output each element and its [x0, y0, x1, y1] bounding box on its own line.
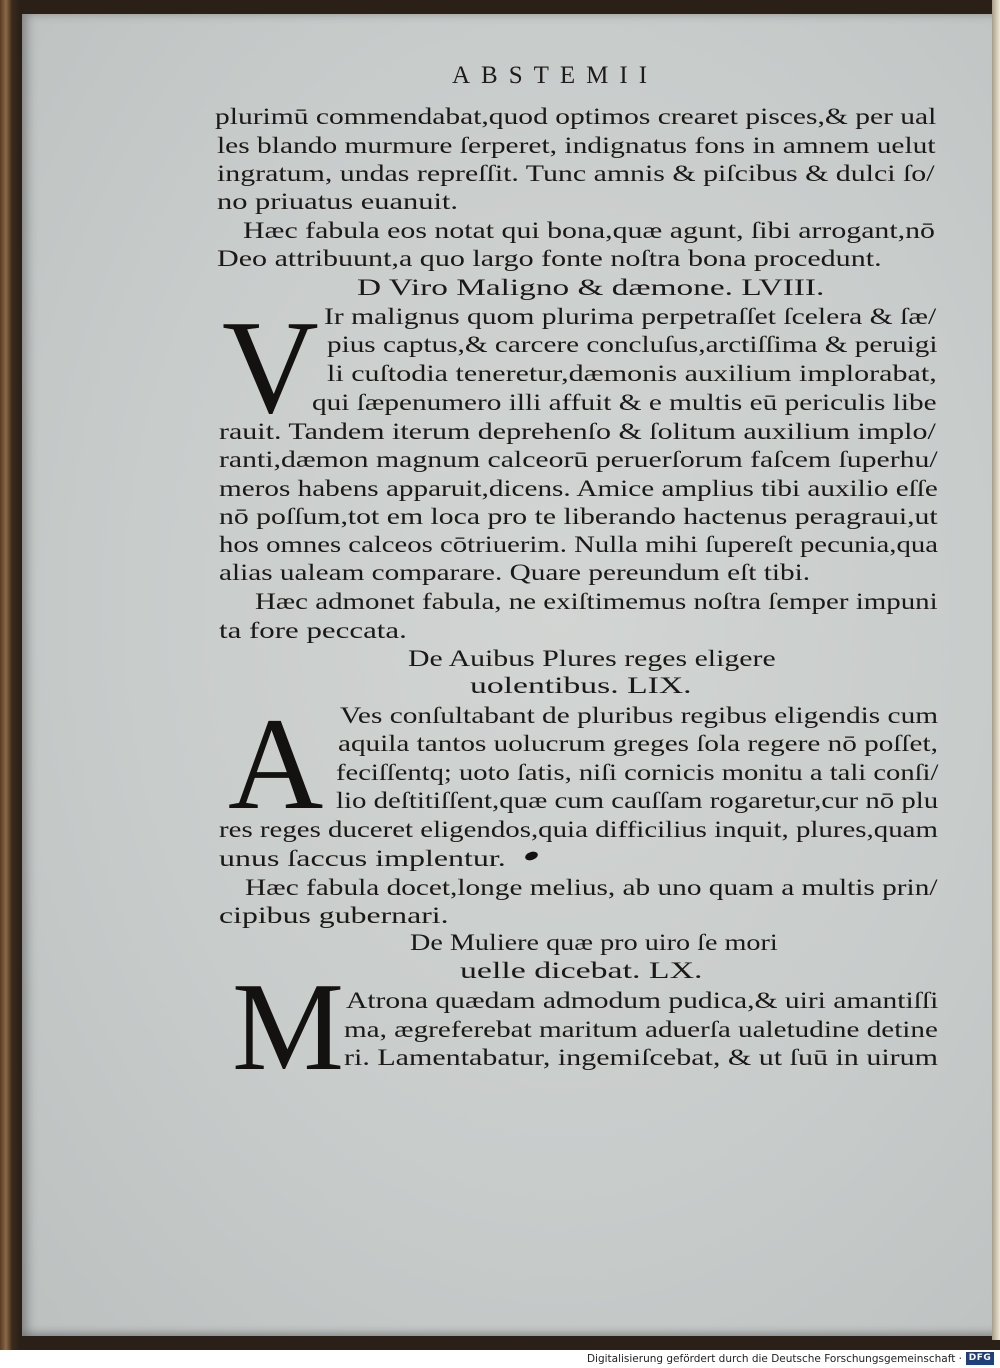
footer-credit: Digitalisierung gefördert durch die Deutsche Forschungsgemeinschaft ·: [586, 1353, 962, 1365]
text-line: Hæc fabula docet,longe melius, ab uno quam a multis prin/: [245, 875, 938, 901]
text-line: Ir malignus quom plurima perpetraſſet ſcelera & ſæ/: [324, 304, 937, 330]
text-line: feciſſentq; uoto ſatis, niſi cornicis monitu a tali conſi/: [336, 760, 939, 786]
text-line: aquila tantos uolucrum greges ſola regere nō poſſet,: [338, 731, 938, 757]
chapter-title: D Viro Maligno & dæmone. LVIII.: [357, 275, 825, 301]
text-line: ranti,dæmon magnum calceorū peruerſorum faſcem ſuperhu/: [219, 447, 938, 473]
chapter-title: De Auibus Plures reges eligere: [408, 646, 776, 672]
text-line: ma, ægreferebat maritum aduerſa ualetudine detine: [344, 1017, 938, 1043]
drop-cap-v: V: [222, 293, 319, 441]
text-line: hos omnes calceos cōtriuerim. Nulla mihi ſupereſt pecunia,qua: [219, 532, 938, 558]
text-line: rauit. Tandem iterum deprehenſo & ſolitum auxilium implo/: [219, 419, 936, 445]
text-line: alias ualeam comparare. Quare pereundum eſt tibi.: [219, 560, 811, 586]
text-line: pius captus,& carcere concluſus,arctiſſima & peruigi: [327, 332, 938, 358]
text-line: Atrona quædam admodum pudica,& uiri amantiſſi: [346, 988, 939, 1014]
text-line: Ves conſultabant de pluribus regibus eligendis cum: [340, 703, 939, 729]
text-line: meros habens apparuit,dicens. Amice amplius tibi auxilio eſſe: [219, 476, 938, 502]
text-line: ri. Lamentabatur, ingemiſcebat, & ut ſuū in uirum: [344, 1045, 939, 1071]
text-line: les blando murmure ſerperet, indignatus fons in amnem uelut: [217, 133, 936, 159]
text-line: lio deſtitiſſent,quæ cum cauſſam rogaretur,cur nō plu: [336, 788, 939, 814]
text-line: unus ſaccus implentur.: [219, 846, 506, 872]
drop-cap-m: M: [232, 958, 345, 1097]
chapter-title: uelle dicebat. LX.: [460, 958, 703, 984]
text-line: cipibus gubernari.: [219, 903, 449, 929]
text-line: li cuſtodia teneretur,dæmonis auxilium implorabat,: [327, 361, 937, 387]
chapter-title: uolentibus. LIX.: [470, 673, 692, 699]
dfg-logo: DFG: [966, 1352, 994, 1365]
text-line: res reges duceret eligendos,quia difficilius inquit, plures,quam: [219, 817, 938, 843]
drop-cap-a: A: [228, 690, 324, 837]
text-line: ingratum, undas repreſſit. Tunc amnis & piſcibus & dulci ſo/: [217, 161, 935, 187]
chapter-title: De Muliere quæ pro uiro ſe mori: [410, 930, 778, 956]
text-line: nō poſſum,tot em loca pro te liberando hactenus peragraui,ut: [219, 504, 938, 530]
running-head: ABSTEMII: [452, 62, 659, 89]
text-line: ta fore peccata.: [219, 618, 407, 644]
text-line: qui ſæpenumero illi affuit & e multis eū periculis libe: [312, 390, 937, 416]
text-line: no priuatus euanuit.: [217, 189, 459, 215]
text-line: Hæc admonet fabula, ne exiſtimemus noſtra ſemper impuni: [255, 589, 938, 615]
text-line: Hæc fabula eos notat qui bona,quæ agunt, ſibi arrogant,nō: [243, 218, 935, 244]
text-line: Deo attribuunt,a quo largo fonte noſtra bona procedunt.: [217, 246, 882, 272]
text-line: plurimū commendabat,quod optimos crearet pisces,& per ual: [215, 104, 937, 130]
